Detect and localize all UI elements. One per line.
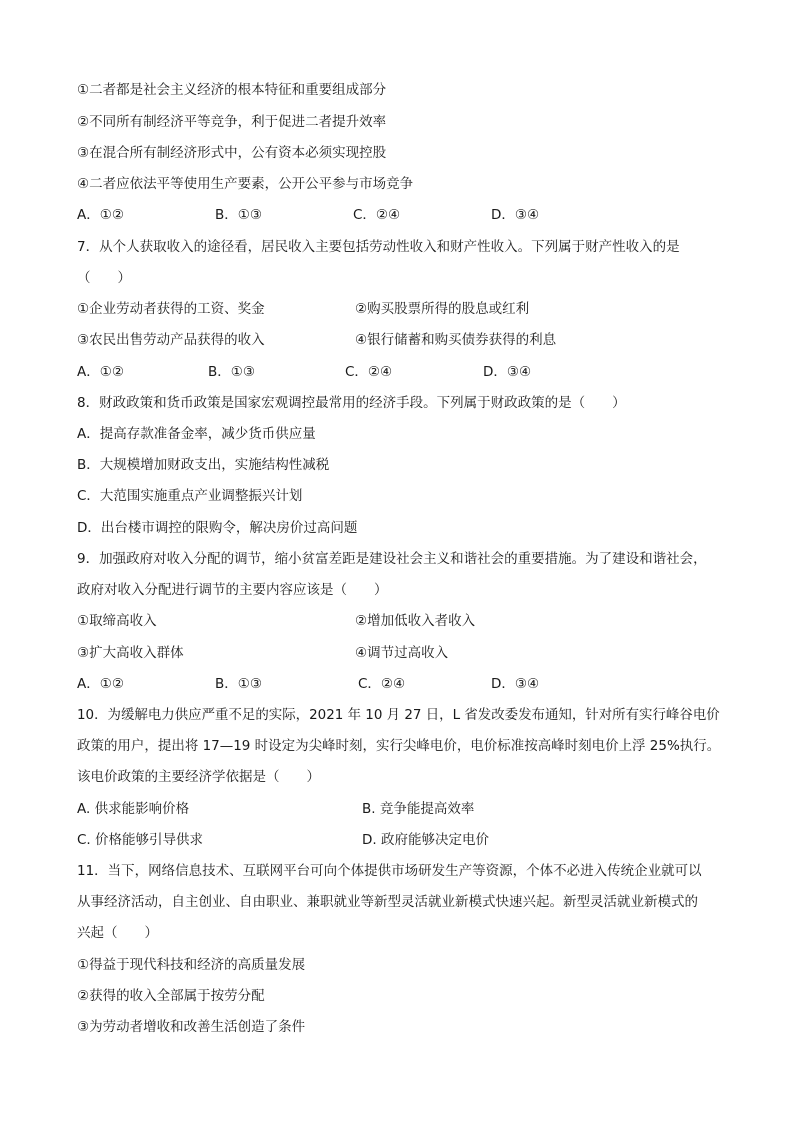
q6-item-2: ②不同所有制经济平等竞争，利于促进二者提升效率	[77, 114, 387, 130]
q10-stem-line2: 政策的用户，提出将 17—19 时设定为尖峰时刻，实行尖峰电价，电价标准按高峰时刻电价上浮 25%执行。	[77, 738, 721, 754]
q10-option-b[interactable]: B. 竞争能提高效率	[362, 801, 475, 817]
q11-item-3: ③为劳动者增收和改善生活创造了条件	[77, 1019, 306, 1035]
q9-option-a[interactable]: A．①②	[77, 676, 124, 692]
q7-stem: 7．从个人获取收入的途径看，居民收入主要包括劳动性收入和财产性收入。下列属于财产性收入的是	[77, 239, 680, 255]
q7-answer-paren: （ ）	[77, 270, 131, 286]
q10-stem-line3: 该电价政策的主要经济学依据是（ ）	[77, 769, 320, 785]
q9-item-3: ③扩大高收入群体	[77, 645, 184, 661]
q10-stem-line1: 10．为缓解电力供应严重不足的实际，2021 年 10 月 27 日，L 省发改委发布通知，针对所有实行峰谷电价	[77, 707, 720, 723]
q8-option-d[interactable]: D．出台楼市调控的限购令，解决房价过高问题	[77, 520, 358, 536]
q10-option-a[interactable]: A. 供求能影响价格	[77, 801, 190, 817]
q7-option-c[interactable]: C．②④	[345, 364, 393, 380]
q8-option-a[interactable]: A．提高存款准备金率，减少货币供应量	[77, 426, 316, 442]
q7-item-3: ③农民出售劳动产品获得的收入	[77, 332, 265, 348]
q6-option-c[interactable]: C．②④	[353, 207, 401, 223]
q11-item-1: ①得益于现代科技和经济的高质量发展	[77, 957, 306, 973]
q7-option-b[interactable]: B．①③	[208, 364, 255, 380]
q6-item-1: ①二者都是社会主义经济的根本特征和重要组成部分	[77, 82, 387, 98]
q11-stem-line3: 兴起（ ）	[77, 925, 158, 941]
q9-item-4: ④调节过高收入	[355, 645, 449, 661]
q6-item-3: ③在混合所有制经济形式中，公有资本必须实现控股	[77, 145, 387, 161]
q10-option-c[interactable]: C. 价格能够引导供求	[77, 832, 204, 848]
q6-item-4: ④二者应依法平等使用生产要素，公开公平参与市场竞争	[77, 176, 414, 192]
q9-stem-line2: 政府对收入分配进行调节的主要内容应该是（ ）	[77, 582, 388, 598]
q11-stem-line1: 11．当下，网络信息技术、互联网平台可向个体提供市场研发生产等资源，个体不必进入传统企业就可以	[77, 863, 702, 879]
q7-item-2: ②购买股票所得的股息或红利	[355, 301, 530, 317]
q6-option-b[interactable]: B．①③	[215, 207, 262, 223]
q9-option-c[interactable]: C．②④	[358, 676, 406, 692]
q6-option-a[interactable]: A．①②	[77, 207, 124, 223]
q7-option-d[interactable]: D．③④	[483, 364, 532, 380]
q9-option-b[interactable]: B．①③	[215, 676, 262, 692]
q10-option-d[interactable]: D. 政府能够决定电价	[362, 832, 489, 848]
q7-item-1: ①企业劳动者获得的工资、奖金	[77, 301, 265, 317]
q7-option-a[interactable]: A．①②	[77, 364, 124, 380]
q8-stem: 8．财政政策和货币政策是国家宏观调控最常用的经济手段。下列属于财政政策的是（ ）	[77, 395, 626, 411]
q8-option-c[interactable]: C．大范围实施重点产业调整振兴计划	[77, 488, 303, 504]
q8-option-b[interactable]: B．大规模增加财政支出，实施结构性减税	[77, 457, 330, 473]
q9-item-2: ②增加低收入者收入	[355, 613, 476, 629]
q9-option-d[interactable]: D．③④	[491, 676, 540, 692]
q7-item-4: ④银行储蓄和购买债券获得的利息	[355, 332, 557, 348]
q9-stem-line1: 9．加强政府对收入分配的调节，缩小贫富差距是建设社会主义和谐社会的重要措施。为了建设和谐社会，	[77, 551, 707, 567]
q11-stem-line2: 从事经济活动，自主创业、自由职业、兼职就业等新型灵活就业新模式快速兴起。新型灵活就业新模式的	[77, 894, 698, 910]
q6-option-d[interactable]: D．③④	[491, 207, 540, 223]
q9-item-1: ①取缔高收入	[77, 613, 157, 629]
q11-item-2: ②获得的收入全部属于按劳分配	[77, 988, 265, 1004]
